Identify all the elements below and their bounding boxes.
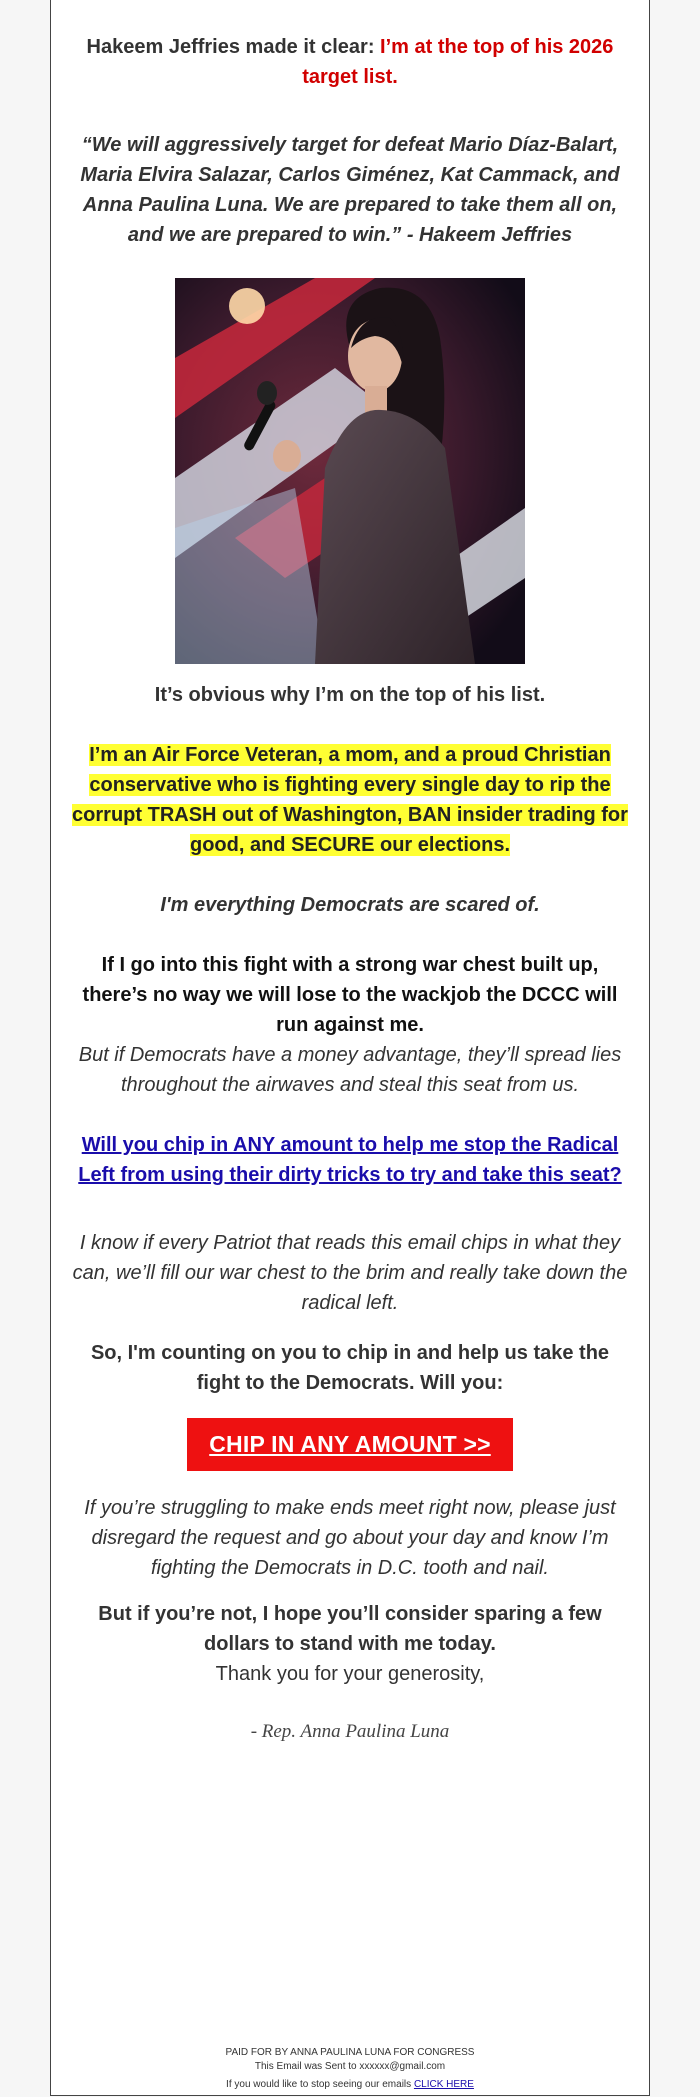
thanks-line: Thank you for your generosity, [215, 1663, 485, 1685]
cta-wrap [70, 1418, 630, 1471]
speaker-photo-image [175, 278, 525, 664]
highlighted-text: I’m an Air Force Veteran, a mom, and a proud Christian conservative who is fighting every single day to rip the corrupt TRASH out of Washington, BAN insider trading for good, and SECURE our elections. [72, 744, 628, 856]
highlighted-paragraph [70, 740, 630, 860]
war-chest-line: If I go into this fight with a strong war chest built up, there’s no way we will lose to the wackjob the DCCC will run against me. [82, 954, 618, 1036]
speaker-photo [175, 278, 525, 664]
paid-for-line: PAID FOR BY ANNA PAULINA LUNA FOR CONGRESS [225, 2047, 475, 2058]
ask-paragraph [70, 1130, 630, 1190]
unsubscribe-prefix: If you would like to stop seeing our emails [226, 2079, 414, 2090]
signature: - Rep. Anna Paulina Luna [250, 1721, 450, 1742]
unsubscribe-link[interactable]: CLICK HERE [413, 2079, 474, 2090]
struggling-line: If you’re struggling to make ends meet right now, please just disregard the request and go about your day and know I’m fighting the Democrats in D.C. tooth and nail. [84, 1497, 616, 1579]
intro-line [70, 0, 630, 92]
patriot-line: I know if every Patriot that reads this email chips in what they can, we’ll fill our war chest to the brim and really take down the radical left. [72, 1232, 628, 1314]
not-struggling-line: But if you’re not, I hope you’ll consider sparing a few dollars to stand with me today. [98, 1603, 602, 1655]
email-body [70, 0, 630, 1743]
intro-prefix: Hakeem Jeffries made it clear: [86, 36, 381, 58]
counting-line: So, I'm counting on you to chip in and help us take the fight to the Democrats. Will you: [90, 1342, 610, 1394]
intro-highlight: I’m at the top of his 2026 target list. [302, 36, 614, 88]
unsubscribe-line [51, 2078, 649, 2092]
sent-to-line: This Email was Sent to xxxxxx@gmail.com [254, 2061, 446, 2072]
chip-in-button[interactable]: CHIP IN ANY AMOUNT >> [187, 1418, 513, 1471]
obvious-line: It’s obvious why I’m on the top of his list. [154, 684, 546, 706]
email-frame [50, 0, 650, 2096]
money-advantage-line: But if Democrats have a money advantage, they’ll spread lies throughout the airwaves and steal this seat from us. [78, 1044, 622, 1096]
footer [51, 2046, 649, 2092]
scared-line: I'm everything Democrats are scared of. [160, 894, 540, 916]
donate-link[interactable]: Will you chip in ANY amount to help me stop the Radical Left from using their dirty tricks to try and take this seat? [78, 1134, 622, 1186]
jeffries-quote: “We will aggressively target for defeat Mario Díaz-Balart, Maria Elvira Salazar, Carlos Giménez, Kat Cammack, and Anna Paulina Luna. We are prepared to take them all on, and we are prepared to win.” - Hakeem Jeffries [80, 134, 620, 246]
